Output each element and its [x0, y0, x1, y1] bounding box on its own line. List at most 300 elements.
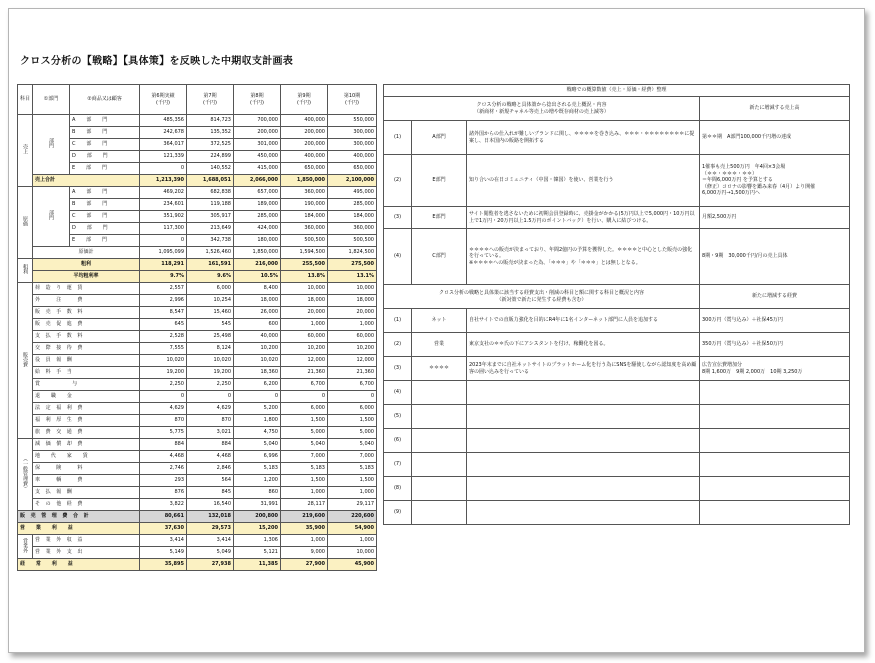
- amount: [700, 429, 850, 453]
- value-cell: 10,020: [234, 355, 281, 367]
- value-cell: 876: [140, 487, 187, 499]
- description: 2023年末までに自社ネットサイトのプラットホーム化を行う為にSNSを駆使しながら認知度を高め顧客の囲い込みを行っている: [467, 357, 700, 381]
- category-gross: [18, 259, 33, 283]
- row-label: 荷 造 り 運 賃: [33, 283, 140, 295]
- row-number: (2): [384, 333, 412, 357]
- value-cell: 1,594,500: [281, 247, 328, 259]
- row-label: 支 払 手 数 料: [33, 331, 140, 343]
- value-cell: 60,000: [328, 331, 377, 343]
- value-cell: 12,000: [281, 355, 328, 367]
- value-cell: 360,000: [281, 187, 328, 199]
- row-label: 役 員 報 酬: [33, 355, 140, 367]
- description: 知り合いの在日コミュニティ（中国・韓国）を使い、営業を行う: [467, 155, 700, 207]
- value-cell: 7,555: [140, 343, 187, 355]
- value-cell: 1,850,000: [234, 247, 281, 259]
- value-cell: 118,291: [140, 259, 187, 271]
- value-cell: 18,000: [328, 295, 377, 307]
- value-cell: 132,018: [187, 511, 234, 523]
- value-cell: 37,630: [140, 523, 187, 535]
- value-cell: 845: [187, 487, 234, 499]
- value-cell: 5,000: [281, 427, 328, 439]
- value-cell: 285,000: [328, 199, 377, 211]
- value-cell: 1,213,390: [140, 175, 187, 187]
- value-cell: 9.6%: [187, 271, 234, 283]
- value-cell: 5,049: [187, 547, 234, 559]
- value-cell: 18,000: [234, 295, 281, 307]
- column-header: 科目: [18, 85, 33, 115]
- value-cell: 600: [234, 319, 281, 331]
- value-cell: 884: [187, 439, 234, 451]
- value-cell: 184,000: [281, 211, 328, 223]
- description: 自社サイトでの直販力強化を目的にR4年に1名インターネット部門に人員を追加する: [467, 309, 700, 333]
- value-cell: 35,900: [281, 523, 328, 535]
- category-sga2: [18, 439, 33, 511]
- value-cell: 495,000: [328, 187, 377, 199]
- value-cell: 10,000: [281, 283, 328, 295]
- category-dept-sales-text: 部門: [48, 138, 54, 148]
- row-label: 支 払 報 酬: [33, 487, 140, 499]
- sub-header: クロス分析の戦略と具体策から捻出される売上概況・内容 （新商材・新規チャネル等売上の増や既存商材の売上減等）: [384, 97, 700, 121]
- value-cell: 2,528: [140, 331, 187, 343]
- row-label: 交 際 接 待 費: [33, 343, 140, 355]
- description: [467, 429, 700, 453]
- column-header: 第8期 (千円): [234, 85, 281, 115]
- row-label: そ の 他 経 費: [33, 499, 140, 511]
- value-cell: 2,100,000: [328, 175, 377, 187]
- value-cell: 860: [234, 487, 281, 499]
- value-cell: 242,678: [140, 127, 187, 139]
- value-cell: 5,183: [328, 463, 377, 475]
- value-cell: 415,000: [234, 163, 281, 175]
- value-cell: 2,250: [187, 379, 234, 391]
- value-cell: 161,591: [187, 259, 234, 271]
- value-cell: 450,000: [234, 151, 281, 163]
- row-label: 賞 与: [33, 379, 140, 391]
- value-cell: 200,800: [234, 511, 281, 523]
- column-header: 第10期 (千円): [328, 85, 377, 115]
- value-cell: 13.8%: [281, 271, 328, 283]
- value-cell: 29,573: [187, 523, 234, 535]
- value-cell: 1,000: [281, 487, 328, 499]
- value-cell: 6,000: [281, 403, 328, 415]
- value-cell: 224,899: [187, 151, 234, 163]
- value-cell: 119,188: [187, 199, 234, 211]
- row-label: A 部 門: [70, 187, 140, 199]
- value-cell: 184,000: [328, 211, 377, 223]
- value-cell: 200,000: [281, 139, 328, 151]
- value-cell: 25,498: [187, 331, 234, 343]
- row-label: 営 業 利 益: [18, 523, 140, 535]
- description: サイト閲覧者を逃さないために初期会員登録時に、売掛金がかかる(5万円以上で5,000円・10万円以上で1万円・20万円以上1.5万円のポイントバック）を行い、購入に結びつける。: [467, 207, 700, 229]
- value-cell: 10.5%: [234, 271, 281, 283]
- category-sga: [18, 283, 33, 439]
- value-cell: 11,385: [234, 559, 281, 571]
- value-cell: 117,300: [140, 223, 187, 235]
- row-label: 法 定 福 利 費: [33, 403, 140, 415]
- row-label: 粗利: [33, 259, 140, 271]
- value-cell: 3,414: [187, 535, 234, 547]
- department: C部門: [412, 229, 467, 285]
- value-cell: 400,000: [328, 151, 377, 163]
- value-cell: 45,900: [328, 559, 377, 571]
- value-cell: 400,000: [281, 151, 328, 163]
- value-cell: 870: [140, 415, 187, 427]
- description: [467, 501, 700, 525]
- value-cell: 2,557: [140, 283, 187, 295]
- department: [412, 453, 467, 477]
- value-cell: 3,021: [187, 427, 234, 439]
- value-cell: 424,000: [234, 223, 281, 235]
- value-cell: 650,000: [328, 163, 377, 175]
- department: E部門: [412, 207, 467, 229]
- value-cell: 190,000: [281, 199, 328, 211]
- value-cell: 189,000: [234, 199, 281, 211]
- value-cell: 550,000: [328, 115, 377, 127]
- row-label: 減 価 償 却 費: [33, 439, 140, 451]
- description: [467, 453, 700, 477]
- value-cell: 1,095,099: [140, 247, 187, 259]
- category-nonop-text: 営業外: [22, 537, 28, 553]
- value-cell: 360,000: [328, 223, 377, 235]
- column-header: 第7期 (千円): [187, 85, 234, 115]
- value-cell: 1,306: [234, 535, 281, 547]
- row-label: E 部 門: [70, 163, 140, 175]
- value-cell: 5,200: [234, 403, 281, 415]
- category-dept-cost: [33, 187, 70, 247]
- value-cell: 8,547: [140, 307, 187, 319]
- value-cell: 364,017: [140, 139, 187, 151]
- value-cell: 293: [140, 475, 187, 487]
- department: [412, 405, 467, 429]
- strategy-table: [383, 84, 850, 525]
- value-cell: 645: [140, 319, 187, 331]
- value-cell: 2,746: [140, 463, 187, 475]
- row-number: (4): [384, 381, 412, 405]
- description: ＊＊＊＊への販売が決まっており、年間2億円の予算を獲得した。＊＊＊＊と中心とした販売の強化を行っている。 ※＊＊＊＊への販売が決まった為、「＊＊＊」や「＊＊＊」とは無しとなる。: [467, 229, 700, 285]
- category-sales: [18, 115, 33, 187]
- row-label: 販 売 手 数 料: [33, 307, 140, 319]
- value-cell: 28,117: [281, 499, 328, 511]
- column-header: ②商品又は顧客: [70, 85, 140, 115]
- row-label: 給 料 手 当: [33, 367, 140, 379]
- value-cell: 19,200: [187, 367, 234, 379]
- column-header: 第9期 (千円): [281, 85, 328, 115]
- value-cell: 0: [140, 235, 187, 247]
- value-cell: 682,838: [187, 187, 234, 199]
- value-cell: 5,183: [281, 463, 328, 475]
- value-cell: 545: [187, 319, 234, 331]
- page-title: クロス分析の【戦略】【具体策】を反映した中期収支計画表: [20, 56, 294, 67]
- department: [412, 381, 467, 405]
- value-cell: 650,000: [281, 163, 328, 175]
- value-cell: 80,661: [140, 511, 187, 523]
- value-cell: 5,040: [281, 439, 328, 451]
- row-number: (4): [384, 229, 412, 285]
- value-cell: 4,750: [234, 427, 281, 439]
- value-cell: 0: [140, 391, 187, 403]
- description: [467, 477, 700, 501]
- value-cell: 10,254: [187, 295, 234, 307]
- column-header: ①部門: [33, 85, 70, 115]
- department: E部門: [412, 155, 467, 207]
- amount: 第＊＊期 A部門100,000千円増の達成: [700, 121, 850, 155]
- row-label: D 部 門: [70, 223, 140, 235]
- value-cell: 657,000: [234, 187, 281, 199]
- row-label: 地 代 家 賃: [33, 451, 140, 463]
- row-label: D 部 門: [70, 151, 140, 163]
- value-cell: 200,000: [234, 127, 281, 139]
- value-cell: 0: [281, 391, 328, 403]
- department: A部門: [412, 121, 467, 155]
- category-nonop: [18, 535, 33, 559]
- value-cell: 1,000: [328, 487, 377, 499]
- value-cell: 360,000: [281, 223, 328, 235]
- amount: [700, 453, 850, 477]
- value-cell: 26,000: [234, 307, 281, 319]
- value-cell: 29,117: [328, 499, 377, 511]
- row-label: B 部 門: [70, 127, 140, 139]
- department: 営業: [412, 333, 467, 357]
- value-cell: 18,360: [234, 367, 281, 379]
- value-cell: 121,339: [140, 151, 187, 163]
- value-cell: 5,000: [328, 427, 377, 439]
- amount: 350万円（賞与込み）＋社保50万円: [700, 333, 850, 357]
- amount: 月額2,500万円: [700, 207, 850, 229]
- value-cell: 1,000: [281, 319, 328, 331]
- value-cell: 500,500: [328, 235, 377, 247]
- category-cost: [18, 187, 33, 259]
- row-number: (3): [384, 357, 412, 381]
- value-cell: 10,020: [187, 355, 234, 367]
- amount: 広告宣伝費増加分 8期 1,600万 9期 2,000万 10期 3,250万: [700, 357, 850, 381]
- value-cell: 21,360: [328, 367, 377, 379]
- value-cell: 1,688,051: [187, 175, 234, 187]
- value-cell: 9.7%: [140, 271, 187, 283]
- department: ネット: [412, 309, 467, 333]
- value-cell: 135,352: [187, 127, 234, 139]
- value-cell: 1,000: [281, 535, 328, 547]
- value-cell: 219,600: [281, 511, 328, 523]
- value-cell: 16,540: [187, 499, 234, 511]
- value-cell: 180,000: [234, 235, 281, 247]
- income-plan-table: [17, 84, 377, 571]
- value-cell: 31,991: [234, 499, 281, 511]
- value-cell: 2,066,000: [234, 175, 281, 187]
- value-cell: 10,020: [140, 355, 187, 367]
- description: [467, 381, 700, 405]
- amount: [700, 477, 850, 501]
- value-cell: 40,000: [234, 331, 281, 343]
- row-label: C 部 門: [70, 211, 140, 223]
- value-cell: 213,649: [187, 223, 234, 235]
- value-cell: 5,040: [234, 439, 281, 451]
- value-cell: 1,526,460: [187, 247, 234, 259]
- value-cell: 13.1%: [328, 271, 377, 283]
- amount: 8期・9期 30,000千円/月の売上具体: [700, 229, 850, 285]
- row-label: 販 売 促 進 費: [33, 319, 140, 331]
- value-cell: 1,000: [328, 535, 377, 547]
- value-cell: 6,000: [328, 403, 377, 415]
- amount: [700, 501, 850, 525]
- row-label: 保 険 料: [33, 463, 140, 475]
- value-cell: 3,822: [140, 499, 187, 511]
- value-cell: 342,738: [187, 235, 234, 247]
- sub-header: 新たに増減する経費: [700, 285, 850, 309]
- value-cell: 2,996: [140, 295, 187, 307]
- value-cell: 1,200: [234, 475, 281, 487]
- sub-header: クロス分析の戦略と具体策に該当する経費支出・削減の科目と額に関する科目と概況と内容 （新対策で新たに発生する経費も含む）: [384, 285, 700, 309]
- category-sga2-text: （一般管理費）: [22, 455, 28, 491]
- value-cell: 9,000: [281, 547, 328, 559]
- value-cell: 564: [187, 475, 234, 487]
- value-cell: 7,000: [281, 451, 328, 463]
- category-sales-text: 売上: [22, 144, 28, 154]
- value-cell: 4,629: [140, 403, 187, 415]
- value-cell: 0: [234, 391, 281, 403]
- value-cell: 234,601: [140, 199, 187, 211]
- value-cell: 814,723: [187, 115, 234, 127]
- value-cell: 5,040: [328, 439, 377, 451]
- value-cell: 301,000: [234, 139, 281, 151]
- value-cell: 21,360: [281, 367, 328, 379]
- value-cell: 8,400: [234, 283, 281, 295]
- value-cell: 19,200: [140, 367, 187, 379]
- value-cell: 255,500: [281, 259, 328, 271]
- value-cell: 500,500: [281, 235, 328, 247]
- row-number: (5): [384, 405, 412, 429]
- value-cell: 4,468: [187, 451, 234, 463]
- value-cell: 1,500: [328, 475, 377, 487]
- department: [412, 501, 467, 525]
- value-cell: 54,900: [328, 523, 377, 535]
- value-cell: 351,902: [140, 211, 187, 223]
- value-cell: 870: [187, 415, 234, 427]
- value-cell: 372,525: [187, 139, 234, 151]
- description: [467, 405, 700, 429]
- value-cell: 10,000: [328, 547, 377, 559]
- value-cell: 6,700: [281, 379, 328, 391]
- row-label: 福 利 厚 生 費: [33, 415, 140, 427]
- column-header: 第6期実績 (千円): [140, 85, 187, 115]
- amount: 1催事も売上500万円 年4回×3会場 （＊＊・＊＊＊・＊＊） ＝年間6,000万円 を予算とする （修正）コロナの影響を鑑み来春（4月）より開催 6,000万円→1,500万円へ: [700, 155, 850, 207]
- value-cell: 18,000: [281, 295, 328, 307]
- value-cell: 220,600: [328, 511, 377, 523]
- row-number: (2): [384, 155, 412, 207]
- value-cell: 200,000: [281, 127, 328, 139]
- value-cell: 27,938: [187, 559, 234, 571]
- row-label: E 部 門: [70, 235, 140, 247]
- value-cell: 485,356: [140, 115, 187, 127]
- value-cell: 5,775: [140, 427, 187, 439]
- value-cell: 1,000: [328, 319, 377, 331]
- value-cell: 6,700: [328, 379, 377, 391]
- value-cell: 0: [328, 391, 377, 403]
- value-cell: 4,629: [187, 403, 234, 415]
- row-label: 旅 費 交 通 費: [33, 427, 140, 439]
- department: [412, 429, 467, 453]
- value-cell: 5,149: [140, 547, 187, 559]
- row-label: 外 注 費: [33, 295, 140, 307]
- category-gross-text: 粗利: [22, 264, 28, 274]
- value-cell: 469,202: [140, 187, 187, 199]
- department: [412, 477, 467, 501]
- category-dept-sales: [33, 115, 70, 175]
- value-cell: 0: [187, 391, 234, 403]
- value-cell: 8,124: [187, 343, 234, 355]
- value-cell: 27,900: [281, 559, 328, 571]
- amount: 300万円（賞与込み）＋社保45万円: [700, 309, 850, 333]
- value-cell: 15,200: [234, 523, 281, 535]
- value-cell: 700,000: [234, 115, 281, 127]
- value-cell: 20,000: [281, 307, 328, 319]
- description: 東京支社の＊＊氏の下にアシスタントを付け、稼働化を図る。: [467, 333, 700, 357]
- value-cell: 300,000: [328, 139, 377, 151]
- value-cell: 6,200: [234, 379, 281, 391]
- category-sga-text: 販売費: [22, 351, 28, 367]
- row-label: 販 売 管 理 費 合 計: [18, 511, 140, 523]
- amount: [700, 381, 850, 405]
- sub-header: 新たに増減する売上高: [700, 97, 850, 121]
- value-cell: 1,800: [234, 415, 281, 427]
- row-label: A 部 門: [70, 115, 140, 127]
- amount: [700, 405, 850, 429]
- value-cell: 10,200: [234, 343, 281, 355]
- department: ＊＊＊＊: [412, 357, 467, 381]
- row-number: (7): [384, 453, 412, 477]
- row-number: (1): [384, 121, 412, 155]
- value-cell: 6,996: [234, 451, 281, 463]
- value-cell: 305,917: [187, 211, 234, 223]
- description: 諸外国からの仕入れが難しいブランドに関し、＊＊＊＊を巻き込み、＊＊＊・＊＊＊＊＊＊＊＊に提案し、日本国内の販路を開拓する: [467, 121, 700, 155]
- row-label: 営 業 外 収 益: [33, 535, 140, 547]
- row-label: 経 常 利 益: [18, 559, 140, 571]
- value-cell: 7,000: [328, 451, 377, 463]
- value-cell: 1,500: [281, 475, 328, 487]
- value-cell: 400,000: [281, 115, 328, 127]
- value-cell: 275,500: [328, 259, 377, 271]
- value-cell: 140,552: [187, 163, 234, 175]
- value-cell: 5,121: [234, 547, 281, 559]
- value-cell: 1,824,500: [328, 247, 377, 259]
- value-cell: 1,850,000: [281, 175, 328, 187]
- row-label: 原価計: [33, 247, 140, 259]
- row-number: (1): [384, 309, 412, 333]
- row-label: 営 業 外 支 出: [33, 547, 140, 559]
- value-cell: 0: [140, 163, 187, 175]
- value-cell: 2,846: [187, 463, 234, 475]
- row-label: 車 輌 費: [33, 475, 140, 487]
- row-label: 退 職 金: [33, 391, 140, 403]
- value-cell: 4,468: [140, 451, 187, 463]
- value-cell: 10,200: [328, 343, 377, 355]
- value-cell: 6,000: [187, 283, 234, 295]
- value-cell: 1,500: [328, 415, 377, 427]
- row-number: (3): [384, 207, 412, 229]
- section-header: 戦略での概算数値（売上・原価・経費）整理: [384, 85, 850, 97]
- row-label: C 部 門: [70, 139, 140, 151]
- value-cell: 20,000: [328, 307, 377, 319]
- row-label: 平均粗利率: [33, 271, 140, 283]
- category-dept-cost-text: 部門: [48, 210, 54, 220]
- value-cell: 884: [140, 439, 187, 451]
- value-cell: 35,895: [140, 559, 187, 571]
- row-number: (9): [384, 501, 412, 525]
- value-cell: 285,000: [234, 211, 281, 223]
- value-cell: 10,200: [281, 343, 328, 355]
- category-cost-text: 原価: [22, 216, 28, 226]
- row-label: 売上合計: [33, 175, 140, 187]
- row-number: (8): [384, 477, 412, 501]
